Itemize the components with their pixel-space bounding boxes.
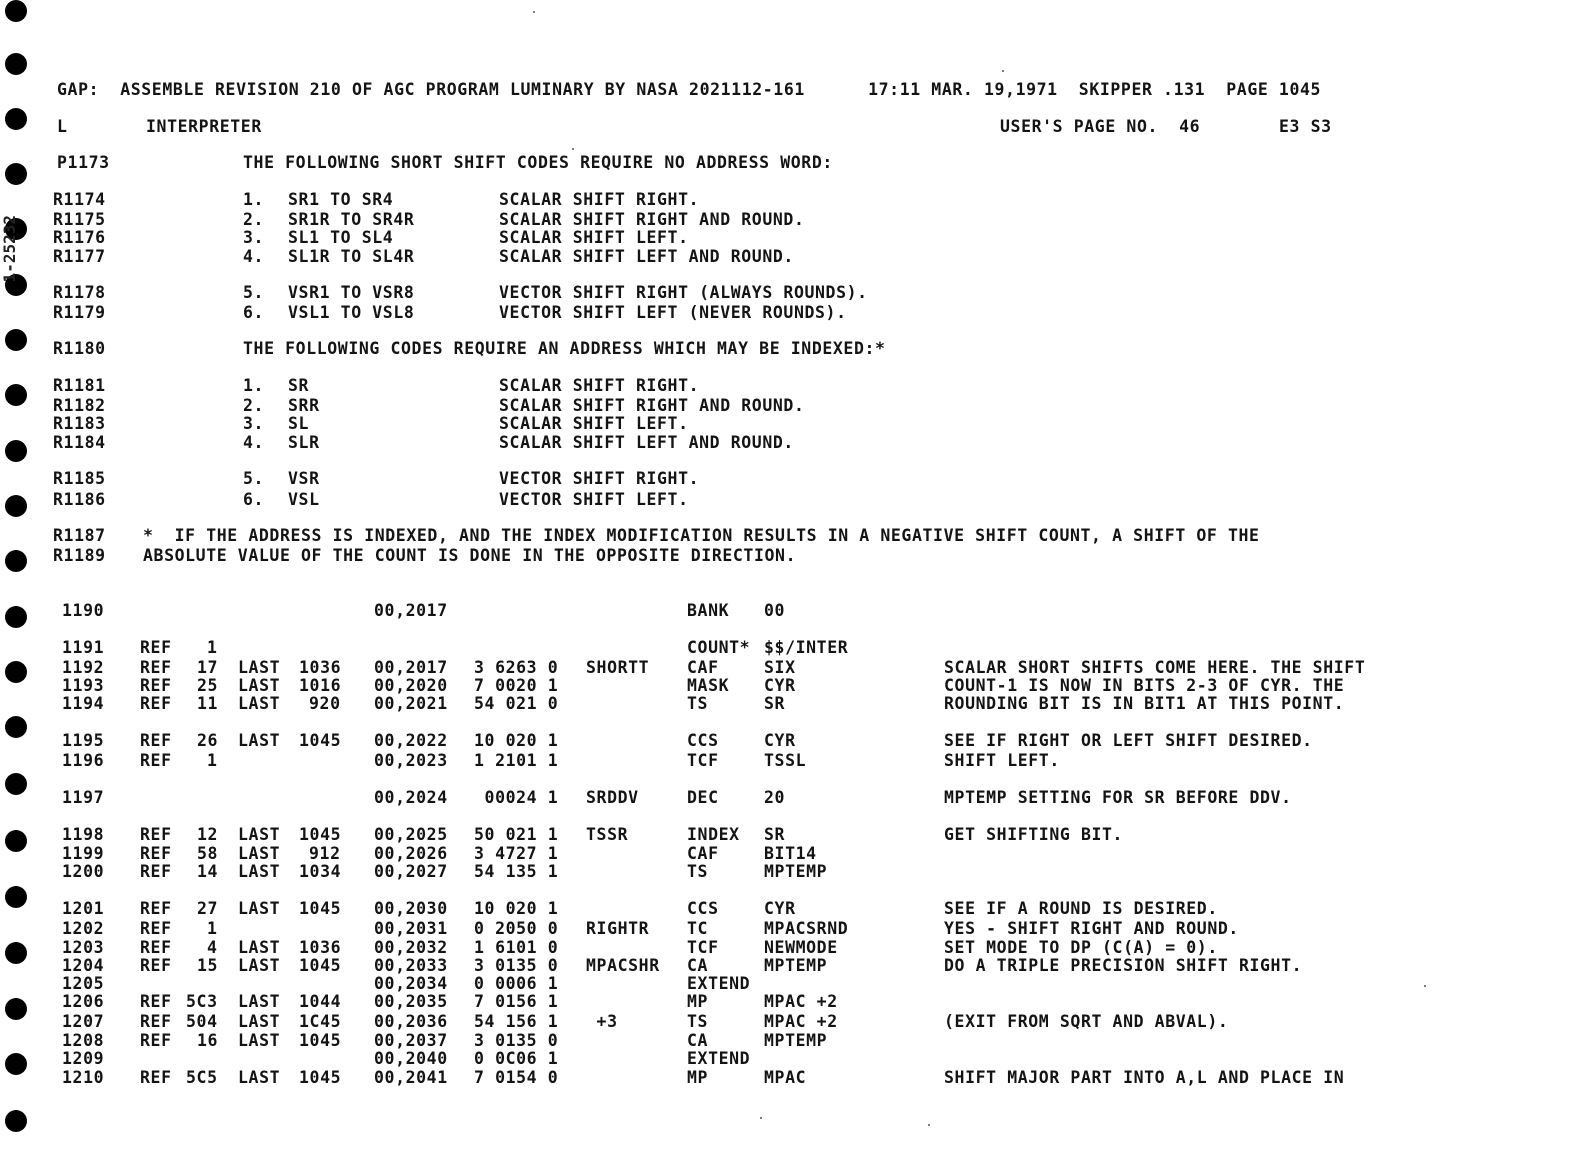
operand: 00 — [764, 601, 786, 620]
user-page-number: USER'S PAGE NO. 46 — [1000, 117, 1201, 136]
memory-address: 00,2026 — [374, 844, 448, 863]
comment-line-id: R1177 — [53, 247, 106, 266]
ref-count: 25 — [197, 676, 219, 695]
code-comment: COUNT-1 IS NOW IN BITS 2-3 OF CYR. THE — [944, 676, 1345, 695]
ref-keyword: REF — [140, 676, 172, 695]
octal-code: 1 2101 1 — [474, 751, 559, 770]
comment-item-number: 1. — [243, 190, 265, 209]
last-reference: 912 — [309, 844, 341, 863]
shift-code: SR1 TO SR4 — [288, 190, 394, 209]
sprocket-hole — [5, 53, 27, 75]
comment-item-number: 5. — [243, 283, 265, 302]
memory-address: 00,2020 — [374, 676, 448, 695]
operand: $$/INTER — [764, 638, 849, 657]
memory-address: 00,2036 — [374, 1012, 448, 1031]
sprocket-hole — [5, 1110, 27, 1132]
ref-count: 4 — [207, 938, 218, 957]
operand: SR — [764, 825, 786, 844]
ref-count: 14 — [197, 862, 219, 881]
opcode: TC — [687, 919, 709, 938]
shift-code: VSL1 TO VSL8 — [288, 303, 415, 322]
sprocket-hole — [5, 606, 27, 628]
memory-address: 00,2025 — [374, 825, 448, 844]
octal-code: 3 6263 0 — [474, 658, 559, 677]
operand: TSSL — [764, 751, 807, 770]
comment-item-number: 2. — [243, 210, 265, 229]
last-reference: 1045 — [299, 731, 342, 750]
sprocket-hole — [5, 495, 27, 517]
comment-item-number: 5. — [243, 469, 265, 488]
source-line-number: 1194 — [62, 694, 105, 713]
shift-description: VECTOR SHIFT RIGHT. — [499, 469, 700, 488]
ref-count: 15 — [197, 956, 219, 975]
source-line-number: 1208 — [62, 1031, 105, 1050]
sprocket-hole — [5, 830, 27, 852]
code-comment: DO A TRIPLE PRECISION SHIFT RIGHT. — [944, 956, 1303, 975]
memory-address: 00,2017 — [374, 658, 448, 677]
shift-code: SR1R TO SR4R — [288, 210, 415, 229]
sprocket-hole — [5, 773, 27, 795]
comment-item-number: 2. — [243, 396, 265, 415]
section-title: INTERPRETER — [146, 117, 262, 136]
last-keyword: LAST — [238, 992, 281, 1011]
sprocket-hole — [5, 108, 27, 130]
last-reference: 1C45 — [299, 1012, 342, 1031]
scan-speck — [760, 1117, 762, 1119]
comment-line-id: R1180 — [53, 339, 106, 358]
last-keyword: LAST — [238, 694, 281, 713]
last-keyword: LAST — [238, 844, 281, 863]
memory-address: 00,2037 — [374, 1031, 448, 1050]
code-comment: (EXIT FROM SQRT AND ABVAL). — [944, 1012, 1229, 1031]
comment-item-number: 3. — [243, 414, 265, 433]
memory-address: 00,2027 — [374, 862, 448, 881]
shift-description: SCALAR SHIFT RIGHT. — [499, 190, 700, 209]
ref-keyword: REF — [140, 1012, 172, 1031]
page-codes: E3 S3 — [1279, 117, 1332, 136]
comment-line-id: R1189 — [53, 546, 106, 565]
octal-code: 3 0135 0 — [474, 956, 559, 975]
operand: CYR — [764, 899, 796, 918]
side-stamp: 1-25232 — [0, 215, 19, 283]
symbol-label: RIGHTR — [586, 919, 650, 938]
code-comment: SET MODE TO DP (C(A) = 0). — [944, 938, 1218, 957]
memory-address: 00,2040 — [374, 1049, 448, 1068]
last-keyword: LAST — [238, 938, 281, 957]
memory-address: 00,2030 — [374, 899, 448, 918]
ref-keyword: REF — [140, 751, 172, 770]
last-keyword: LAST — [238, 658, 281, 677]
ref-keyword: REF — [140, 899, 172, 918]
ref-keyword: REF — [140, 658, 172, 677]
opcode: EXTEND — [687, 1049, 751, 1068]
shift-description: SCALAR SHIFT RIGHT. — [499, 376, 700, 395]
operand: SIX — [764, 658, 796, 677]
ref-count: 1 — [207, 919, 218, 938]
octal-code: 3 4727 1 — [474, 844, 559, 863]
shift-code: SL1 TO SL4 — [288, 228, 394, 247]
comment-line-id: R1178 — [53, 283, 106, 302]
ref-count: 12 — [197, 825, 219, 844]
opcode: COUNT* — [687, 638, 751, 657]
opcode: DEC — [687, 788, 719, 807]
opcode: CCS — [687, 899, 719, 918]
sprocket-hole — [5, 0, 27, 22]
comment-line-id: R1181 — [53, 376, 106, 395]
source-line-number: 1200 — [62, 862, 105, 881]
ref-count: 1 — [207, 638, 218, 657]
opcode: INDEX — [687, 825, 740, 844]
opcode: CCS — [687, 731, 719, 750]
comment-line-id: R1176 — [53, 228, 106, 247]
source-line-number: 1203 — [62, 938, 105, 957]
last-reference: 1045 — [299, 825, 342, 844]
scan-speck — [572, 148, 574, 150]
comment-item-number: 6. — [243, 303, 265, 322]
comment-line-id: R1174 — [53, 190, 106, 209]
memory-address: 00,2035 — [374, 992, 448, 1011]
comment-item-number: 6. — [243, 490, 265, 509]
operand: MPAC +2 — [764, 992, 838, 1011]
last-keyword: LAST — [238, 676, 281, 695]
shift-description: SCALAR SHIFT LEFT AND ROUND. — [499, 433, 794, 452]
last-keyword: LAST — [238, 731, 281, 750]
last-reference: 1016 — [299, 676, 342, 695]
symbol-label: TSSR — [586, 825, 629, 844]
shift-code: SLR — [288, 433, 320, 452]
operand: NEWMODE — [764, 938, 838, 957]
ref-keyword: REF — [140, 1031, 172, 1050]
last-reference: 920 — [309, 694, 341, 713]
source-line-number: 1199 — [62, 844, 105, 863]
last-reference: 1034 — [299, 862, 342, 881]
shift-code: VSR1 TO VSR8 — [288, 283, 415, 302]
source-line-number: 1201 — [62, 899, 105, 918]
source-line-number: 1197 — [62, 788, 105, 807]
scan-speck — [1002, 70, 1004, 72]
octal-code: 7 0020 1 — [474, 676, 559, 695]
comment-text: THE FOLLOWING CODES REQUIRE AN ADDRESS WHICH MAY BE INDEXED:* — [243, 339, 886, 358]
ref-keyword: REF — [140, 844, 172, 863]
last-reference: 1036 — [299, 938, 342, 957]
operand: MPAC +2 — [764, 1012, 838, 1031]
operand: BIT14 — [764, 844, 817, 863]
memory-address: 00,2023 — [374, 751, 448, 770]
source-line-number: 1192 — [62, 658, 105, 677]
code-comment: SCALAR SHORT SHIFTS COME HERE. THE SHIFT — [944, 658, 1366, 677]
sprocket-hole — [5, 886, 27, 908]
code-comment: SEE IF A ROUND IS DESIRED. — [944, 899, 1218, 918]
comment-line-id: R1179 — [53, 303, 106, 322]
shift-description: SCALAR SHIFT LEFT AND ROUND. — [499, 247, 794, 266]
source-line-number: 1190 — [62, 601, 105, 620]
last-keyword: LAST — [238, 862, 281, 881]
last-reference: 1045 — [299, 899, 342, 918]
operand: CYR — [764, 676, 796, 695]
octal-code: 3 0135 0 — [474, 1031, 559, 1050]
memory-address: 00,2022 — [374, 731, 448, 750]
ref-keyword: REF — [140, 992, 172, 1011]
comment-line-id: R1175 — [53, 210, 106, 229]
ref-count: 17 — [197, 658, 219, 677]
ref-keyword: REF — [140, 956, 172, 975]
opcode: CAF — [687, 844, 719, 863]
ref-count: 26 — [197, 731, 219, 750]
ref-count: 5C3 — [186, 992, 218, 1011]
comment-line-id: R1186 — [53, 490, 106, 509]
symbol-label: MPACSHR — [586, 956, 660, 975]
ref-count: 58 — [197, 844, 219, 863]
source-line-number: 1196 — [62, 751, 105, 770]
octal-code: 0 2050 0 — [474, 919, 559, 938]
opcode: TS — [687, 694, 709, 713]
shift-code: SR — [288, 376, 310, 395]
ref-keyword: REF — [140, 694, 172, 713]
ref-keyword: REF — [140, 862, 172, 881]
memory-address: 00,2041 — [374, 1068, 448, 1087]
shift-code: VSR — [288, 469, 320, 488]
octal-code: 10 020 1 — [474, 899, 559, 918]
source-line-number: 1207 — [62, 1012, 105, 1031]
opcode: CA — [687, 956, 709, 975]
shift-code: SL1R TO SL4R — [288, 247, 415, 266]
memory-address: 00,2034 — [374, 974, 448, 993]
sprocket-hole — [5, 440, 27, 462]
scan-speck — [928, 1124, 930, 1126]
ref-keyword: REF — [140, 731, 172, 750]
sprocket-hole — [5, 163, 27, 185]
last-keyword: LAST — [238, 956, 281, 975]
scan-speck — [533, 11, 535, 13]
last-reference: 1044 — [299, 992, 342, 1011]
ref-keyword: REF — [140, 919, 172, 938]
sprocket-hole — [5, 550, 27, 572]
comment-item-number: 1. — [243, 376, 265, 395]
octal-code: 50 021 1 — [474, 825, 559, 844]
ref-keyword: REF — [140, 1068, 172, 1087]
last-keyword: LAST — [238, 1068, 281, 1087]
memory-address: 00,2024 — [374, 788, 448, 807]
symbol-label: SHORTT — [586, 658, 650, 677]
ref-keyword: REF — [140, 825, 172, 844]
operand: MPTEMP — [764, 862, 828, 881]
sprocket-hole — [5, 998, 27, 1020]
source-line-number: 1206 — [62, 992, 105, 1011]
ref-count: 11 — [197, 694, 219, 713]
operand: MPACSRND — [764, 919, 849, 938]
comment-line-id: P1173 — [57, 153, 110, 172]
operand: MPAC — [764, 1068, 807, 1087]
last-reference: 1045 — [299, 1068, 342, 1087]
symbol-label: +3 — [586, 1012, 618, 1031]
code-comment: ROUNDING BIT IS IN BIT1 AT THIS POINT. — [944, 694, 1345, 713]
sprocket-hole — [5, 716, 27, 738]
shift-description: SCALAR SHIFT RIGHT AND ROUND. — [499, 210, 805, 229]
comment-text: THE FOLLOWING SHORT SHIFT CODES REQUIRE NO ADDRESS WORD: — [243, 153, 833, 172]
opcode: TS — [687, 862, 709, 881]
code-comment: GET SHIFTING BIT. — [944, 825, 1124, 844]
shift-description: SCALAR SHIFT RIGHT AND ROUND. — [499, 396, 805, 415]
last-keyword: LAST — [238, 899, 281, 918]
source-line-number: 1209 — [62, 1049, 105, 1068]
ref-keyword: REF — [140, 638, 172, 657]
last-reference: 1036 — [299, 658, 342, 677]
last-keyword: LAST — [238, 1031, 281, 1050]
ref-count: 16 — [197, 1031, 219, 1050]
comment-line-id: R1183 — [53, 414, 106, 433]
octal-code: 54 135 1 — [474, 862, 559, 881]
octal-code: 7 0154 0 — [474, 1068, 559, 1087]
opcode: TCF — [687, 751, 719, 770]
memory-address: 00,2017 — [374, 601, 448, 620]
opcode: MASK — [687, 676, 730, 695]
shift-description: SCALAR SHIFT LEFT. — [499, 414, 689, 433]
opcode: CA — [687, 1031, 709, 1050]
memory-address: 00,2031 — [374, 919, 448, 938]
source-line-number: 1204 — [62, 956, 105, 975]
last-keyword: LAST — [238, 825, 281, 844]
sprocket-hole — [5, 1053, 27, 1075]
octal-code: 10 020 1 — [474, 731, 559, 750]
operand: CYR — [764, 731, 796, 750]
shift-description: VECTOR SHIFT LEFT. — [499, 490, 689, 509]
last-reference: 1045 — [299, 956, 342, 975]
operand: 20 — [764, 788, 786, 807]
source-line-number: 1195 — [62, 731, 105, 750]
assembly-header: GAP: ASSEMBLE REVISION 210 OF AGC PROGRAM LUMINARY BY NASA 2021112-161 17:11 MAR. 19,1971 SKIPPER .131 PAGE 1045 — [57, 80, 1322, 99]
ref-count: 504 — [186, 1012, 218, 1031]
ref-keyword: REF — [140, 938, 172, 957]
code-comment: SEE IF RIGHT OR LEFT SHIFT DESIRED. — [944, 731, 1313, 750]
source-line-number: 1210 — [62, 1068, 105, 1087]
last-reference: 1045 — [299, 1031, 342, 1050]
header-left-code: L — [57, 117, 68, 136]
shift-code: SL — [288, 414, 310, 433]
octal-code: 54 021 0 — [474, 694, 559, 713]
operand: MPTEMP — [764, 956, 828, 975]
operand: MPTEMP — [764, 1031, 828, 1050]
octal-code: 0 0006 1 — [474, 974, 559, 993]
sprocket-hole — [5, 942, 27, 964]
opcode: MP — [687, 992, 709, 1011]
ref-count: 1 — [207, 751, 218, 770]
octal-code: 54 156 1 — [474, 1012, 559, 1031]
source-line-number: 1202 — [62, 919, 105, 938]
sprocket-hole — [5, 384, 27, 406]
source-line-number: 1193 — [62, 676, 105, 695]
footnote-text: * IF THE ADDRESS IS INDEXED, AND THE INDEX MODIFICATION RESULTS IN A NEGATIVE SHIFT COUNT, A SHIFT OF THE — [143, 526, 1260, 545]
source-line-number: 1205 — [62, 974, 105, 993]
sprocket-hole — [5, 329, 27, 351]
opcode: CAF — [687, 658, 719, 677]
comment-line-id: R1185 — [53, 469, 106, 488]
shift-description: VECTOR SHIFT LEFT (NEVER ROUNDS). — [499, 303, 847, 322]
opcode: TS — [687, 1012, 709, 1031]
scan-speck — [1424, 985, 1426, 987]
opcode: EXTEND — [687, 974, 751, 993]
octal-code: 00024 1 — [474, 788, 559, 807]
shift-description: VECTOR SHIFT RIGHT (ALWAYS ROUNDS). — [499, 283, 868, 302]
memory-address: 00,2033 — [374, 956, 448, 975]
comment-item-number: 4. — [243, 247, 265, 266]
memory-address: 00,2021 — [374, 694, 448, 713]
shift-code: SRR — [288, 396, 320, 415]
opcode: BANK — [687, 601, 730, 620]
sprocket-hole — [5, 661, 27, 683]
octal-code: 0 0C06 1 — [474, 1049, 559, 1068]
code-comment: YES - SHIFT RIGHT AND ROUND. — [944, 919, 1239, 938]
operand: SR — [764, 694, 786, 713]
comment-item-number: 3. — [243, 228, 265, 247]
octal-code: 7 0156 1 — [474, 992, 559, 1011]
comment-line-id: R1184 — [53, 433, 106, 452]
comment-line-id: R1182 — [53, 396, 106, 415]
opcode: TCF — [687, 938, 719, 957]
ref-count: 5C5 — [186, 1068, 218, 1087]
last-keyword: LAST — [238, 1012, 281, 1031]
code-comment: SHIFT MAJOR PART INTO A,L AND PLACE IN — [944, 1068, 1345, 1087]
code-comment: SHIFT LEFT. — [944, 751, 1060, 770]
symbol-label: SRDDV — [586, 788, 639, 807]
opcode: MP — [687, 1068, 709, 1087]
source-line-number: 1198 — [62, 825, 105, 844]
shift-description: SCALAR SHIFT LEFT. — [499, 228, 689, 247]
ref-count: 27 — [197, 899, 219, 918]
source-line-number: 1191 — [62, 638, 105, 657]
memory-address: 00,2032 — [374, 938, 448, 957]
shift-code: VSL — [288, 490, 320, 509]
comment-item-number: 4. — [243, 433, 265, 452]
code-comment: MPTEMP SETTING FOR SR BEFORE DDV. — [944, 788, 1292, 807]
octal-code: 1 6101 0 — [474, 938, 559, 957]
footnote-text: ABSOLUTE VALUE OF THE COUNT IS DONE IN THE OPPOSITE DIRECTION. — [143, 546, 797, 565]
comment-line-id: R1187 — [53, 526, 106, 545]
